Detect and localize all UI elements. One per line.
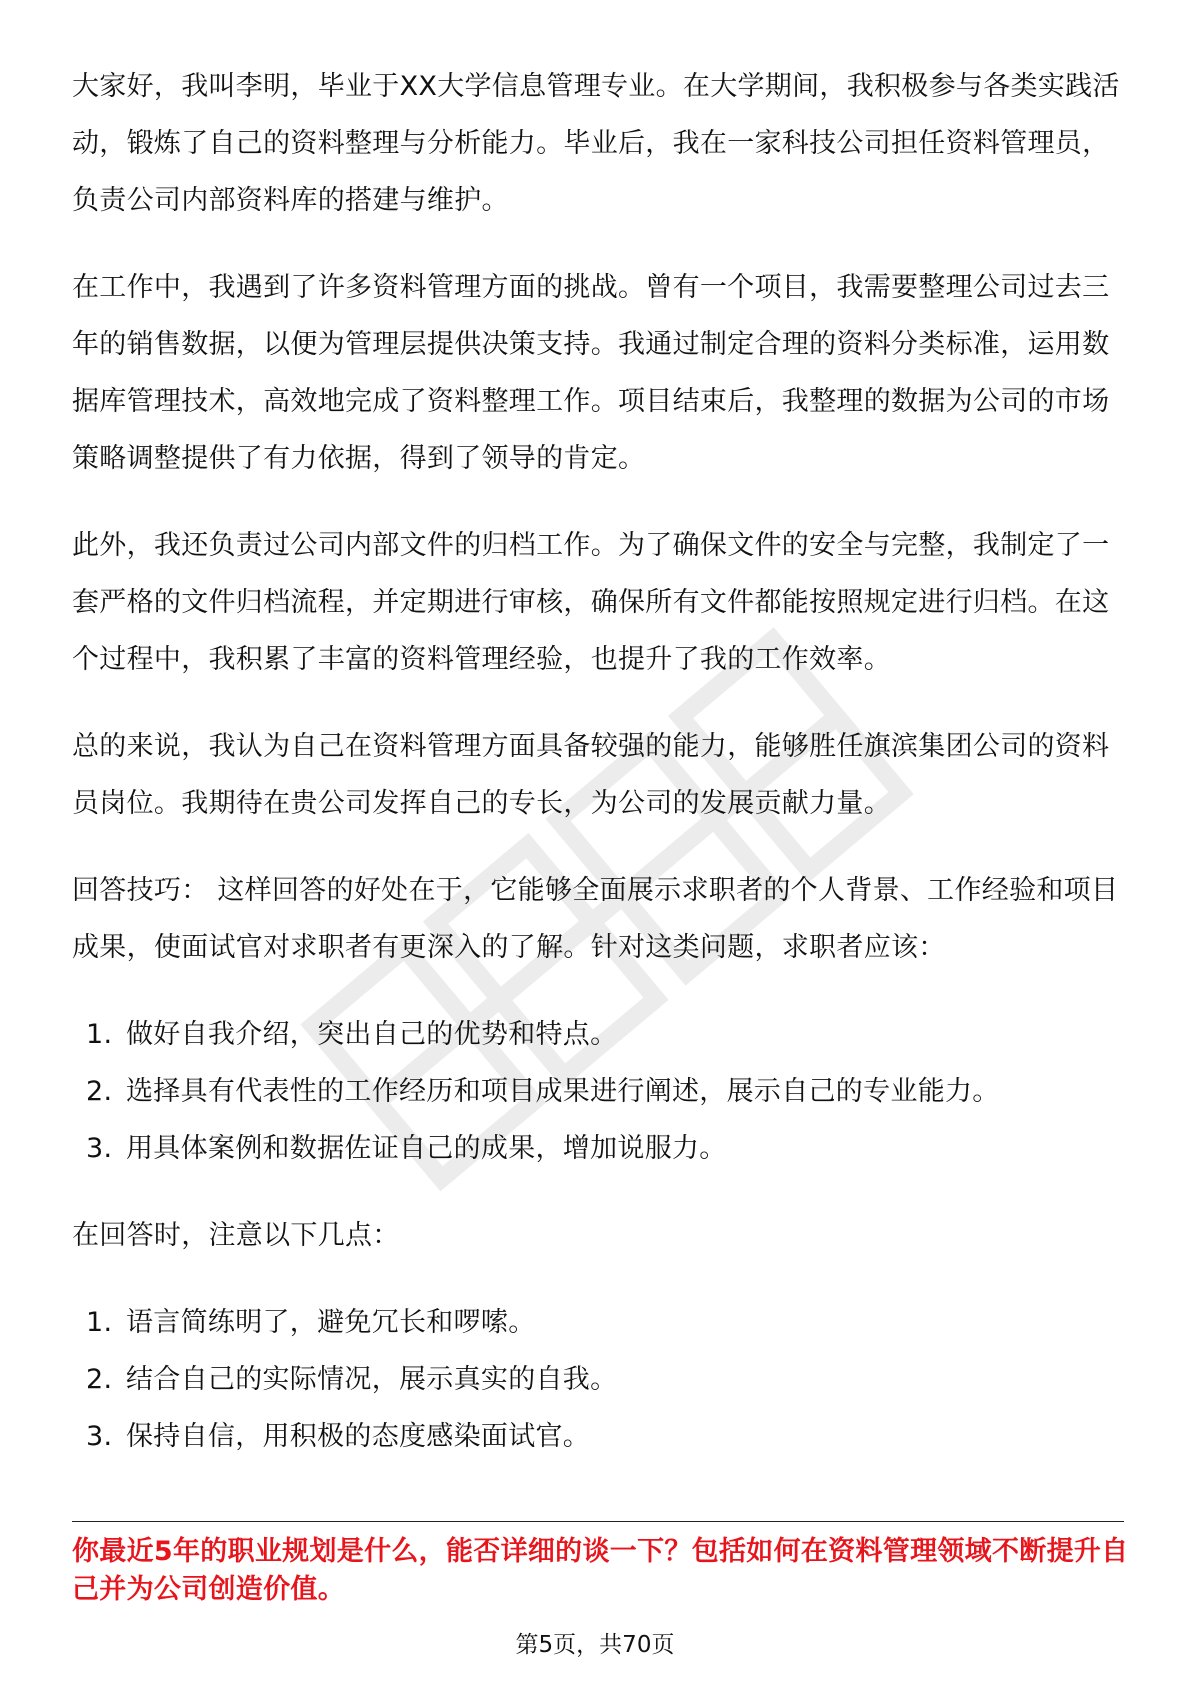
list-item xyxy=(72,1063,1132,1120)
list-item xyxy=(72,1351,1132,1408)
list-item xyxy=(72,1006,1132,1063)
tips-list xyxy=(72,1006,1132,1177)
list-item-number: 2. xyxy=(86,1364,113,1395)
next-question-heading: 你最近5年的职业规划是什么，能否详细的谈一下？包括如何在资料管理领域不断提升自己并为公司创造价值。 xyxy=(72,1536,1129,1605)
section-divider xyxy=(72,1521,1124,1522)
list-item-text: 保持自信，用积极的态度感染面试官。 xyxy=(126,1421,591,1452)
paragraph-intro: 大家好，我叫李明，毕业于XX大学信息管理专业。在大学期间，我积极参与各类实践活动，锻炼了自己的资料整理与分析能力。毕业后，我在一家科技公司担任资料管理员，负责公司内部资料库的搭建与维护。 xyxy=(72,71,1120,216)
paragraph-notes-intro: 在回答时，注意以下几点： xyxy=(72,1220,400,1251)
list-item xyxy=(72,1294,1132,1351)
list-item xyxy=(72,1408,1132,1465)
paragraph-archiving: 此外，我还负责过公司内部文件的归档工作。为了确保文件的安全与完整，我制定了一套严格的文件归档流程，并定期进行审核，确保所有文件都能按照规定进行归档。在这个过程中，我积累了丰富的资料管理经验，也提升了我的工作效率。 xyxy=(72,530,1110,675)
list-item-text: 用具体案例和数据佐证自己的成果，增加说服力。 xyxy=(126,1133,727,1164)
list-item-text: 选择具有代表性的工作经历和项目成果进行阐述，展示自己的专业能力。 xyxy=(126,1076,1000,1107)
list-item-number: 3. xyxy=(86,1133,113,1164)
list-item xyxy=(72,1120,1132,1177)
list-item-number: 1. xyxy=(86,1019,113,1050)
list-item-number: 3. xyxy=(86,1421,113,1452)
page-footer: 第5页，共70页 xyxy=(515,1632,675,1658)
paragraph-work-experience: 在工作中，我遇到了许多资料管理方面的挑战。曾有一个项目，我需要整理公司过去三年的销售数据，以便为管理层提供决策支持。我通过制定合理的资料分类标准，运用数据库管理技术，高效地完成了资料整理工作。项目结束后，我整理的数据为公司的市场策略调整提供了有力依据，得到了领导的肯定。 xyxy=(72,272,1110,474)
list-item-number: 1. xyxy=(86,1307,113,1338)
list-item-text: 语言简练明了，避免冗长和啰嗦。 xyxy=(126,1307,536,1338)
notes-list xyxy=(72,1294,1132,1465)
list-item-text: 做好自我介绍，突出自己的优势和特点。 xyxy=(126,1019,618,1050)
paragraph-summary: 总的来说，我认为自己在资料管理方面具备较强的能力，能够胜任旗滨集团公司的资料员岗位。我期待在贵公司发挥自己的专长，为公司的发展贡献力量。 xyxy=(72,731,1110,819)
list-item-text: 结合自己的实际情况，展示真实的自我。 xyxy=(126,1364,618,1395)
list-item-number: 2. xyxy=(86,1076,113,1107)
main-content xyxy=(72,58,1132,1495)
paragraph-answer-tips: 回答技巧： 这样回答的好处在于，它能够全面展示求职者的个人背景、工作经验和项目成果，使面试官对求职者有更深入的了解。针对这类问题，求职者应该： xyxy=(72,875,1119,963)
